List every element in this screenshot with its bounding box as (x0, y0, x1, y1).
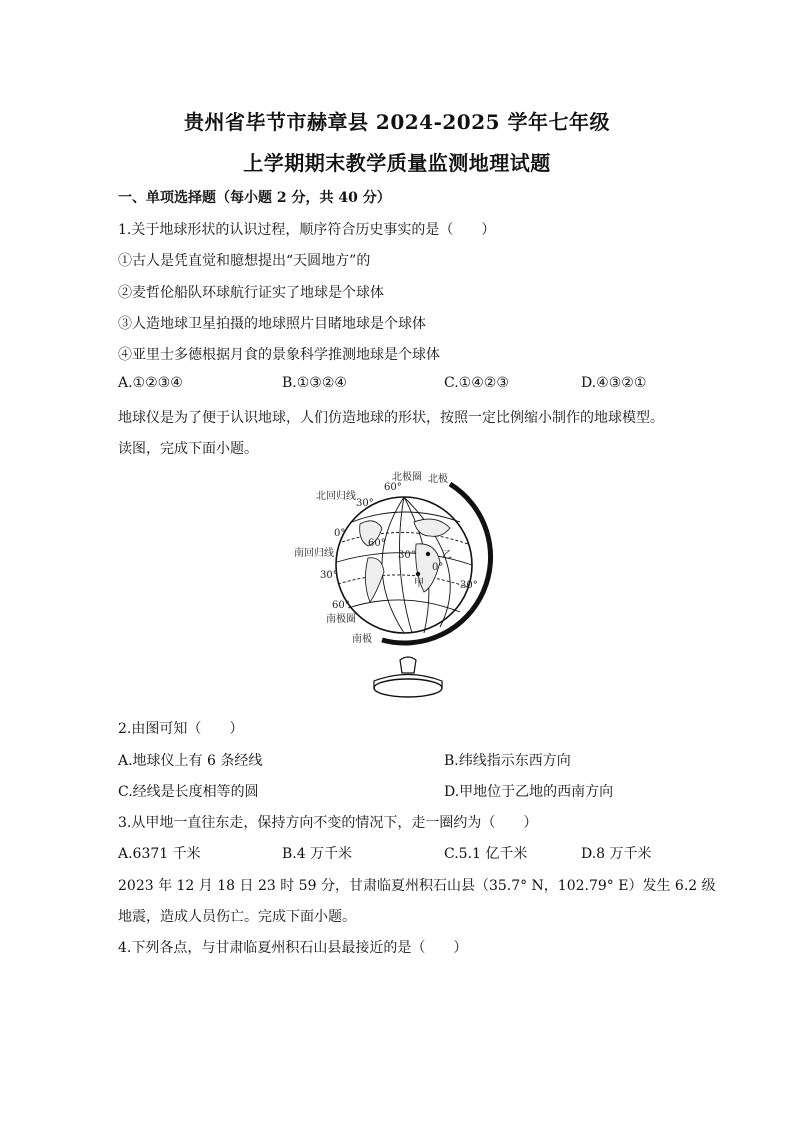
globe-stand (400, 657, 416, 673)
point-yi-marker (426, 552, 430, 556)
question-3-option-b: B.4 万千米 (282, 846, 353, 862)
label-south-pole: 南极 (352, 634, 372, 645)
intro-1-line-2: 读图，完成下面小题。 (118, 441, 258, 457)
label-point-jia: 甲 (414, 578, 424, 589)
question-2-option-d: D.甲地位于乙地的西南方向 (444, 784, 614, 800)
question-3-stem: 3.从甲地一直往东走，保持方向不变的情况下，走一圈约为（ ） (118, 815, 538, 831)
question-1-option-b: B.①③②④ (282, 375, 347, 391)
question-2-stem: 2.由图可知（ ） (118, 721, 244, 737)
label-deg60-n: 60° (384, 482, 402, 493)
question-3-option-a: A.6371 千米 (118, 846, 201, 862)
question-1-option-d: D.④③②① (581, 375, 647, 391)
question-2-option-c: C.经线是长度相等的圆 (118, 784, 259, 800)
label-tropic-cancer: 北回归线 (316, 491, 356, 502)
question-1-item-2: ②麦哲伦船队环球航行证实了地球是个球体 (118, 285, 384, 301)
intro-2-line-2: 地震，造成人员伤亡。完成下面小题。 (118, 909, 356, 925)
question-1-item-3: ③人造地球卫星拍摄的地球照片目睹地球是个球体 (118, 316, 426, 332)
label-lon0: 0° (432, 562, 444, 573)
globe-figure (290, 462, 510, 702)
question-2-option-a: A.地球仪上有 6 条经线 (118, 753, 263, 769)
question-3-option-d: D.8 万千米 (581, 846, 652, 862)
label-deg30-n: 30° (356, 498, 374, 509)
globe-base (374, 679, 442, 697)
intro-2-line-1: 2023 年 12 月 18 日 23 时 59 分，甘肃临夏州积石山县（35.7° N，102.79° E）发生 6.2 级 (118, 878, 716, 894)
section-heading: 一、单项选择题（每小题 2 分，共 40 分） (118, 190, 391, 206)
label-south-polar-circle: 南极圈 (326, 614, 356, 625)
label-deg0: 0° (334, 528, 346, 539)
label-deg30-s: 30° (320, 570, 338, 581)
label-north-polar-circle: 北极圈 (392, 472, 422, 483)
page-title-line1: 贵州省毕节市赫章县 2024-2025 学年七年级 (183, 110, 611, 134)
question-1-stem: 1.关于地球形状的认识过程，顺序符合历史事实的是（ ） (118, 222, 496, 238)
label-north-pole: 北极 (428, 474, 448, 485)
label-deg60-s: 60° (332, 600, 350, 611)
label-lon60: 60° (368, 538, 386, 549)
question-4-stem: 4.下列各点，与甘肃临夏州积石山县最接近的是（ ） (118, 940, 468, 956)
question-3-option-c: C.5.1 亿千米 (444, 846, 528, 862)
point-jia-marker (416, 572, 420, 576)
page-title-line2: 上学期期末教学质量监测地理试题 (243, 151, 551, 175)
question-1-item-4: ④亚里士多德根据月食的景象科学推测地球是个球体 (118, 347, 440, 363)
globe-sphere (336, 497, 472, 633)
intro-1-line-1: 地球仪是为了便于认识地球，人们仿造地球的形状，按照一定比例缩小制作的地球模型。 (118, 410, 664, 426)
label-lon30-e: 30° (460, 580, 478, 591)
question-2-option-b: B.纬线指示东西方向 (444, 753, 571, 769)
question-1-item-1: ①古人是凭直觉和臆想提出“天圆地方”的 (118, 253, 371, 269)
label-point-yi: 乙 (442, 550, 452, 561)
label-lon30: 30° (398, 550, 416, 561)
label-tropic-capricorn: 南回归线 (294, 548, 334, 559)
question-1-option-c: C.①④②③ (444, 375, 509, 391)
question-1-option-a: A.①②③④ (118, 375, 183, 391)
globe-diagram (290, 462, 510, 702)
